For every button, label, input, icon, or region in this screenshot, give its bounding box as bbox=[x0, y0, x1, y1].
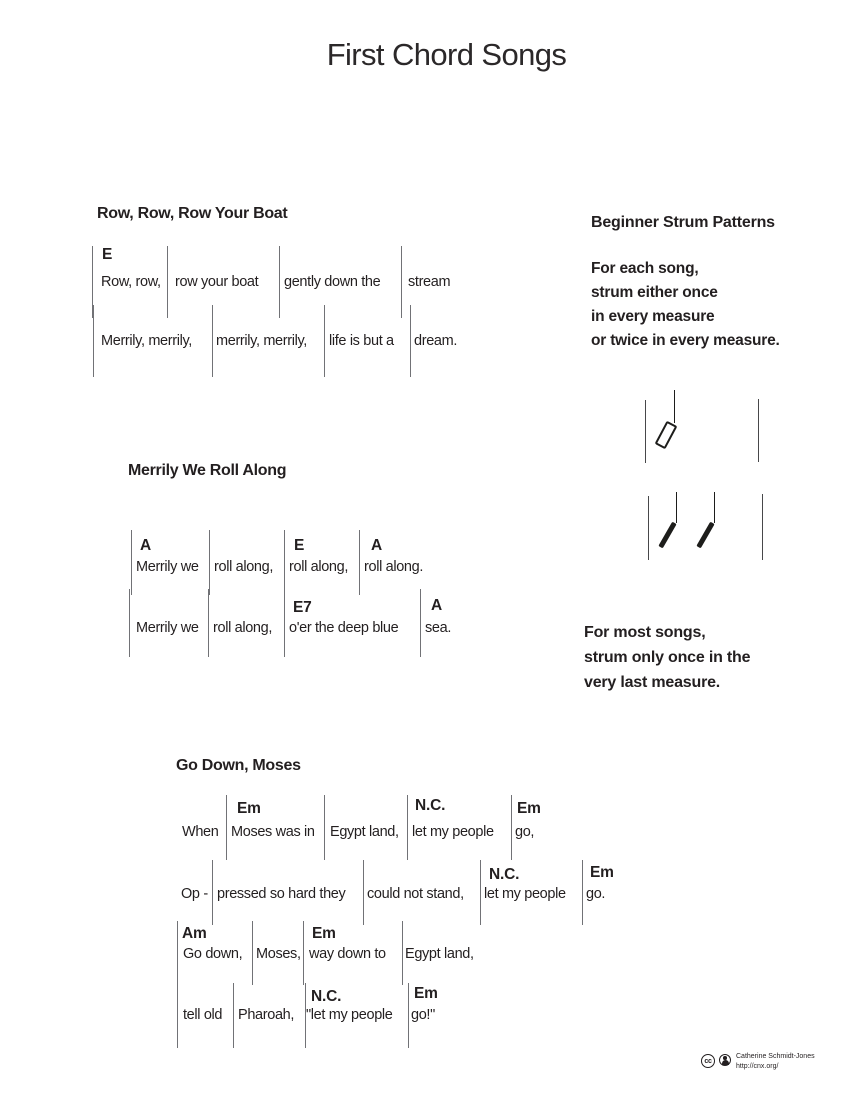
barline bbox=[284, 530, 285, 595]
chord-label: Em bbox=[237, 800, 261, 817]
attribution-url: http://cnx.org/ bbox=[736, 1062, 779, 1070]
strum-instruction-line: For each song, bbox=[591, 260, 699, 277]
barline bbox=[401, 246, 402, 318]
song-title-row-row-row-your-boat: Row, Row, Row Your Boat bbox=[97, 205, 288, 222]
barline bbox=[177, 921, 178, 985]
lyric-measure: Moses, bbox=[256, 946, 301, 962]
strum-instruction-1 bbox=[591, 257, 780, 353]
lyric-measure: tell old bbox=[183, 1007, 223, 1023]
barline bbox=[359, 530, 360, 595]
barline bbox=[324, 795, 325, 860]
lyric-measure: roll along, bbox=[214, 559, 274, 575]
barline bbox=[279, 246, 280, 318]
lyric-measure: Merrily, merrily, bbox=[101, 333, 192, 349]
lyric-measure: could not stand, bbox=[367, 886, 464, 902]
lyric-measure: Go down, bbox=[183, 946, 243, 962]
barline bbox=[410, 305, 411, 377]
lyric-measure: stream bbox=[408, 274, 451, 290]
lyric-measure: sea. bbox=[425, 620, 452, 636]
chord-label: Em bbox=[312, 925, 336, 942]
attribution-person-body bbox=[722, 1060, 729, 1065]
lyric-measure: gently down the bbox=[284, 274, 381, 290]
chord-label: E bbox=[294, 537, 305, 554]
strum-instruction-line: very last measure. bbox=[584, 674, 721, 691]
lyric-measure: way down to bbox=[309, 946, 386, 962]
barline bbox=[402, 921, 403, 985]
lyric-measure: roll along, bbox=[213, 620, 273, 636]
strum-instruction-2 bbox=[584, 620, 750, 695]
attribution-person-head bbox=[723, 1056, 727, 1060]
barline bbox=[480, 860, 481, 925]
lyric-measure: merrily, merrily, bbox=[216, 333, 307, 349]
lyric-measure: Op - bbox=[181, 886, 208, 902]
lyric-measure: life is but a bbox=[329, 333, 394, 349]
attribution-text bbox=[736, 1052, 815, 1071]
barline bbox=[212, 305, 213, 377]
chord-label: Em bbox=[517, 800, 541, 817]
cc-icon bbox=[701, 1054, 715, 1068]
barline bbox=[363, 860, 364, 925]
barline bbox=[226, 795, 227, 860]
chord-label: Em bbox=[590, 864, 614, 881]
barline bbox=[511, 795, 512, 860]
barline bbox=[177, 983, 178, 1048]
lyric-measure: let my people bbox=[484, 886, 566, 902]
attribution-icon bbox=[719, 1054, 731, 1066]
lyric-measure: roll along, bbox=[289, 559, 349, 575]
barline bbox=[252, 921, 253, 985]
barline bbox=[284, 589, 285, 657]
strum-instruction-line: For most songs, bbox=[584, 624, 706, 641]
barline bbox=[209, 530, 210, 595]
measure-barline bbox=[648, 496, 649, 560]
lyric-measure: roll along. bbox=[364, 559, 424, 575]
chord-label: N.C. bbox=[489, 866, 520, 883]
barline bbox=[93, 305, 94, 377]
barline bbox=[129, 589, 130, 657]
chord-label: Em bbox=[414, 985, 438, 1002]
barline bbox=[208, 589, 209, 657]
lyric-measure: let my people bbox=[412, 824, 494, 840]
barline bbox=[324, 305, 325, 377]
strum-instruction-line: strum only once in the bbox=[584, 649, 751, 666]
barline bbox=[233, 983, 234, 1048]
lyric-measure: go!" bbox=[411, 1007, 435, 1023]
note-stem bbox=[674, 390, 675, 423]
lyric-measure: Merrily we bbox=[136, 559, 199, 575]
song-title-go-down-moses: Go Down, Moses bbox=[176, 757, 301, 774]
lyric-measure: Merrily we bbox=[136, 620, 199, 636]
chord-label: Am bbox=[182, 925, 207, 942]
chord-label: A bbox=[431, 597, 442, 614]
page-title: First Chord Songs bbox=[326, 37, 567, 72]
chord-label: E7 bbox=[293, 599, 312, 616]
strum-instruction-line: strum either once bbox=[591, 284, 718, 301]
chord-label: E bbox=[102, 246, 113, 263]
lyric-measure: Pharoah, bbox=[238, 1007, 295, 1023]
chord-label: A bbox=[371, 537, 382, 554]
chord-label: N.C. bbox=[311, 988, 342, 1005]
lyric-measure: Row, row, bbox=[101, 274, 161, 290]
lyric-measure: go, bbox=[515, 824, 535, 840]
lyric-measure: pressed so hard they bbox=[217, 886, 346, 902]
note-stem bbox=[676, 492, 677, 523]
barline bbox=[212, 860, 213, 925]
measure-barline bbox=[645, 400, 646, 463]
lyric-measure: dream. bbox=[414, 333, 458, 349]
strum-instruction-line: or twice in every measure. bbox=[591, 332, 780, 349]
measure-barline bbox=[762, 494, 763, 560]
half-note-slash-icon bbox=[655, 421, 678, 450]
lyric-measure: "let my people bbox=[306, 1007, 393, 1023]
barline bbox=[407, 795, 408, 860]
strum-patterns-heading: Beginner Strum Patterns bbox=[591, 214, 775, 231]
barline bbox=[582, 860, 583, 925]
strum-instruction-line: in every measure bbox=[591, 308, 715, 325]
barline bbox=[131, 530, 132, 595]
chord-label: N.C. bbox=[415, 797, 446, 814]
quarter-note-slash-icon bbox=[658, 522, 676, 549]
cc-icon-label: cc bbox=[704, 1057, 712, 1065]
lyric-measure: go. bbox=[586, 886, 606, 902]
lyric-measure: Egypt land, bbox=[405, 946, 474, 962]
measure-barline bbox=[758, 399, 759, 462]
lyric-measure: row your boat bbox=[175, 274, 259, 290]
lyric-measure: Egypt land, bbox=[330, 824, 399, 840]
barline bbox=[303, 921, 304, 985]
attribution-name: Catherine Schmidt-Jones bbox=[736, 1053, 815, 1060]
note-stem bbox=[714, 492, 715, 523]
lyric-measure: Moses was in bbox=[231, 824, 315, 840]
lyric-measure: o'er the deep blue bbox=[289, 620, 399, 636]
lyric-measure: When bbox=[182, 824, 219, 840]
barline bbox=[408, 983, 409, 1048]
quarter-note-slash-icon bbox=[696, 522, 714, 549]
chord-label: A bbox=[140, 537, 151, 554]
barline bbox=[420, 589, 421, 657]
song-title-merrily-we-roll-along: Merrily We Roll Along bbox=[128, 462, 287, 479]
barline bbox=[167, 246, 168, 318]
